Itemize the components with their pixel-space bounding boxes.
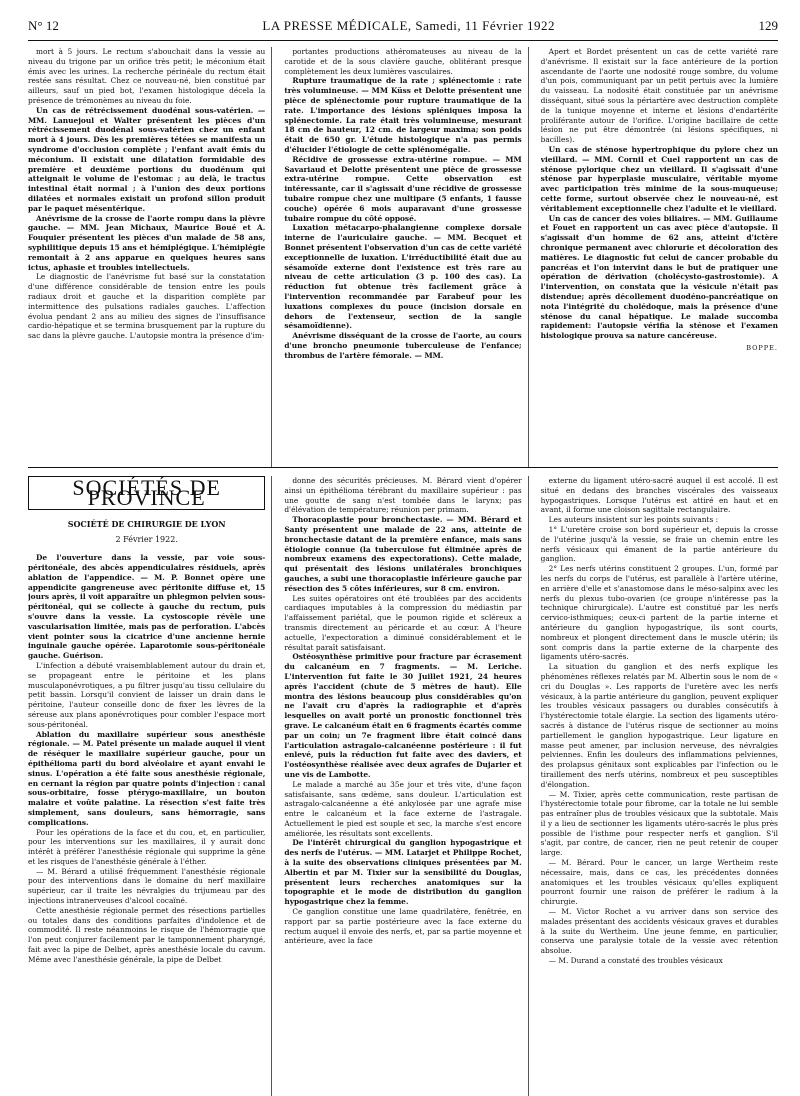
- article-heading-paragraph: Un cas de sténose hypertrophique du pylore chez un vieillard. — MM. Cornil et Cuel rapportent un cas de sténose pylorique chez un vieillard. Il s'agissait d'une sténose par hyperplasie musculaire, véritable myome avec participation très minime de la sous-muqueuse; cette forme, surtout observée chez le nouveau-né, est véritablement exceptionnelle chez l'adulte et le vieillard.: [540, 144, 778, 213]
- journal-title-date: LA PRESSE MÉDICALE, Samedi, 11 Février 1922: [262, 18, 555, 33]
- top-column-2: [284, 47, 528, 467]
- article-heading-paragraph: De l'intérêt chirurgical du ganglion hypogastrique et des nerfs de l'utérus. — MM. Latarjet et Philippe Rochet, à la suite des observations cliniques présentées par M. Albertin et par M. Tixier sur la sensibilité du Douglas, présentent leurs recherches anatomiques sur la topographie et le mode de distribution du ganglion hypogastrique chez la femme.: [284, 838, 522, 907]
- bottom-section: [28, 476, 778, 1096]
- bottom-column-3: [541, 476, 778, 1096]
- body-paragraph: — M. Victor Rochet a vu arriver dans son service des malades présentant des accidents vésicaux graves et durables à la suite du Wertheim. Une jeune femme, en particulier, conserva une paralysie totale de la vessie avec rétention absolue.: [540, 907, 778, 956]
- body-paragraph: — M. Tixier, après cette communication, reste partisan de l'hystérectomie totale pour fibrome, car la totale ne lui semble pas entraîner plus de troubles vésicaux que la subtotale. Mais il y a lieu de sectionner les ligaments utéro-sacrés le plus près possible de l'isthme pour respecter nerfs et ganglion. S'il s'agit, par contre, de cancer, rien ne peut retenir de couper large.: [540, 789, 778, 858]
- body-paragraph: Les auteurs insistent sur les points suivants :: [548, 515, 719, 525]
- section-header-box: [28, 476, 265, 510]
- page-number-left: N° 12: [28, 18, 59, 33]
- article-heading-paragraph: Un cas de rétrécissement duodénal sous-vatérien. — MM. Lanuejoul et Walter présentent les pièces d'un rétrécissement duodénal sous-vatérien chez un enfant mort à 4 jours. Dès les premières tétées se manifesta un syndrome d'occlusion complète ; l'enfant avait émis du méconium. Il existait une dilatation formidable des première et deuxième portions du duodénum qui atteignait le volume de l'estomac ; au delà, le tractus intestinal était normal ; à l'union des deux portions dilatées et normales existait un profond sillon produit par le paquet mésentérique.: [28, 105, 266, 213]
- body-paragraph: 1° L'uretère croise son bord supérieur et, depuis la crosse de l'utérine jusqu'à la vessie, se fraie un chemin entre les nerfs vésicaux qui émanent de la partie antérieure du ganglion.: [540, 524, 778, 564]
- article-heading-paragraph: Rupture traumatique de la rate ; splénectomie : rate très volumineuse. — MM Küss et Delotte présentent une pièce de splénectomie pour rupture traumatique de la rate. L'importance des lésions spléniques imposa la splénectomie. La rate était très volumineuse, mesurant 18 cm de hauteur, 12 cm. de largeur maxima; son poids était de 650 gr. L'étude histologique n'a pas permis d'élucider l'étiologie de cette splénomégalie.: [284, 76, 522, 154]
- body-paragraph: — M. Bérard a utilisé fréquemment l'anesthésie régionale pour des interventions dans le domaine du nerf maxillaire supérieur, car il traite les névralgies du trijumeau par des injections intranerveuses d'alcool cocaïné.: [28, 866, 266, 906]
- session-date: 2 Février 1922.: [115, 535, 178, 545]
- article-heading-paragraph: Anévrisme de la crosse de l'aorte rompu dans la plèvre gauche. — MM. Jean Michaux, Maurice Boué et A. Fouquier présentent les pièces d'un malade de 58 ans, syphilitique depuis 15 ans et hémiplégique. L'hémiplégie remontait à 2 ans apparue en quelques heures sans ictus, aphasie et troubles intellectuels.: [28, 213, 266, 272]
- article-heading-paragraph: Récidive de grossesse extra-utérine rompue. — MM Savariaud et Delotte présentent une pièce de grossesse extra-utérine rompue. Cette observation est intéressante, car il s'agissait d'une récidive de grossesse tubaire rompue chez une multipare (5 enfants, 1 fausse couche) opérée 6 mois auparavant d'une grossesse tubaire rompue du côté opposé.: [284, 154, 522, 223]
- article-heading-paragraph: Thoracoplastie pour bronchectasie. — MM. Bérard et Santy présentent une malade de 22 ans, atteinte de bronchectasie datant de la première enfance, mais sans étiologie connue (la tuberculose fut éliminée après de nombreux examens des expectorations). Cette malade, qui présentait des lésions unilatérales bronchiques gauches, a subi une thoracoplastie inférieure gauche par résection des 5 côtes inférieures, sur 8 cm. environ.: [284, 515, 522, 593]
- society-name: SOCIÉTÉ DE CHIRURGIE DE LYON: [67, 518, 226, 529]
- body-paragraph: Pour les opérations de la face et du cou, et, en particulier, pour les interventions sur les maxillaires, il y aurait donc intérêt à préférer l'anesthésie régionale qui supprime la gêne et les risques de l'anesthésie générale à l'éther.: [28, 827, 266, 866]
- body-paragraph: Cette anesthésie régionale permet des résections partielles ou totales dans des conditions parfaites d'indolence et de commodité. Il reste néanmoins le risque de l'hémorragie que l'on peut conjurer facilement par le tamponnement pharyngé, fait avec la pipe de Delbet, après anesthésie locale du cavum. Même avec l'anesthésie générale, la pipe de Delbet: [28, 905, 266, 964]
- body-paragraph: Le malade a marché au 35e jour et très vite, d'une façon satisfaisante, sans œdème, sans douleur. L'articulation est astragalo-calcanéenne a été ankylosée par une agrafe mise entre le calcanéum et la face externe de l'astragale. Actuellement le pied est souple et sec, la marche s'est encore améliorée, les résultats sont excellents.: [284, 779, 522, 838]
- top-column-1: [28, 47, 272, 467]
- article-heading-paragraph: Ablation du maxillaire supérieur sous anesthésie régionale. — M. Patel présente un malade auquel il vient de réséquer le maxillaire supérieur gauche, pour un épithélioma parti du bord alvéolaire et ayant envahi le sinus. L'opération a été faite sous anesthésie régionale, en cernant la région par quatre points d'injection : canal sous-orbitaire, fosse ptérygo-maxillaire, un bouton malaire et voûte palatine. La résection s'est faite très simplement, sans douleurs, sans hémorragie, sans complications.: [28, 729, 266, 827]
- body-paragraph: mort à 5 jours. Le rectum s'abouchait dans la vessie au niveau du trigone par un orifice très petit; le méconium était émis avec les urines. La recherche périnéale du rectum était restée sans résultat. Chez ce nouveau-né, bien constitué par ailleurs, sauf un pied bot, l'examen histologique décela la présence de trémonèmes au niveau du foie.: [28, 47, 266, 105]
- body-paragraph: externe du ligament utéro-sacré auquel il est accolé. Il est situé en dedans des branches viscérales des vaisseaux hypogastriques. Lorsque l'utérus est attiré en haut et en avant, il forme une cloison sagittale rectangulaire.: [540, 476, 778, 515]
- body-paragraph: L'infection a débuté vraisemblablement autour du drain et, se propageant entre le péritoine et les plans musculaponévrotiques, a pu filtrer jusqu'au tissu cellulaire du petit bassin. Lorsqu'il convient de laisser un drain dans le péritoine, l'auteur conseille donc de fixer les lèvres de la séreuse aux plans aponévrotiques pour combler l'espace mort sous-péritonéal.: [28, 660, 266, 729]
- page-number-right: 129: [758, 18, 778, 33]
- bottom-column-2: [284, 476, 528, 1096]
- signature: BOPPE.: [746, 343, 778, 352]
- body-paragraph: donne des sécurités précieuses. M. Bérard vient d'opérer ainsi un épithélioma térébrant du maxillaire supérieur : pas une goutte de sang n'est tombée dans le larynx; pas d'élévation de température; réunion per primam.: [284, 476, 522, 515]
- body-paragraph: 2° Les nerfs utérins constituent 2 groupes. L'un, formé par les nerfs du corps de l'utérus, est parallèle à l'artère utérine, en arrière d'elle et s'anastomose dans le méso-salpinx avec les nerfs du plexus tubo-ovarien (ce groupe n'intéresse pas la technique chirurgicale). L'autre est constitué par les nerfs cervico-isthmiques; ceux-ci partent de la partie interne et antérieure du ganglion hypogastrique, ils sont courts, nombreux et plongent directement dans le muscle utérin; ils sont compris dans la partie externe de la charpente des ligaments utéro-sacrés.: [540, 564, 778, 662]
- body-paragraph: Ce ganglion constitue une lame quadrilatère, fenêtrée, en rapport par sa partie postérieure avec la face externe du rectum auquel il envoie des nerfs, et, par sa partie moyenne et antérieure, avec la face: [284, 907, 522, 946]
- body-paragraph: — M. Durand a constaté des troubles vésicaux: [548, 956, 723, 966]
- article-heading-paragraph: De l'ouverture dans la vessie, par voie sous-péritonéale, des abcès appendiculaires résiduels, après ablation de l'appendice. — M. P. Bonnet opère une appendicite gangreneuse avec péritonite diffuse et, 15 jours après, il voit apparaître un phlegmon pelvien sous-péritonéal, qui se collecte à gauche du rectum, puis s'ouvre dans la vessie. La cystoscopie révèle une vascularisation limitée, mais pas de perforation. L'abcès vient pointer sous la cicatrice d'une ancienne hernie inguinale gauche opérée. Laparotomie sous-péritonéale gauche. Guérison.: [28, 553, 266, 661]
- section-title: SOCIÉTÉS DE PROVINCE: [72, 476, 221, 510]
- newspaper-page: [28, 18, 778, 1096]
- bottom-column-1: [28, 476, 272, 1096]
- body-paragraph: La situation du ganglion et des nerfs explique les phénomènes réflexes relatés par M. Albertin sous le nom de « cri du Douglas ». Les rapports de l'uretère avec les nerfs vésicaux, à la partie antérieure du ganglion, peuvent expliquer les troubles vésicaux passagers ou durables consécutifs à l'hystérectomie totale élargie. La section des ligaments utéro-sacrés à distance de l'utérus risque de sectionner au moins partiellement le ganglion hypogastrique. Leur ligature en masse peut amener, par inclusion nerveuse, des névralgies pelviennes. Enfin les douleurs des inflammations pelviennes, des prolapsus génitaux sont explicables par l'infection ou le tiraillement des nerfs utérins, nombreux et peu susceptibles d'élongation.: [540, 662, 778, 789]
- article-heading-paragraph: Anévrisme disséquant de la crosse de l'aorte, au cours d'une broncho pneumonie tuberculeuse de l'enfance; thrombus de l'artère fémorale. — MM.: [284, 331, 522, 360]
- top-column-3: [541, 47, 778, 467]
- page-header: [28, 18, 778, 41]
- body-paragraph: Les suites opératoires ont été troublées par des accidents cardiaques imputables à la compression du médiastin par l'affaissement pariétal, que le poumon rigide et scléreux a transmis directement au péricarde et au cœur. A l'heure actuelle, l'expectoration a diminué considérablement et le résultat paraît satisfaisant.: [284, 593, 522, 652]
- article-heading-paragraph: Un cas de cancer des voies biliaires. — MM. Guillaume et Fouet en rapportent un cas avec pièce d'autopsie. Il s'agissait d'un homme de 62 ans, atteint d'ictère chronique permanent avec chlorurie et décoloration des matières. Le diagnostic fut celui de cancer probable du pancréas et l'on intervint dans le but de pratiquer une opération de dérivation (cholécysto-gastrostomie). A l'intervention, on constata que la vésicule n'était pas distendue; après décollement duodéno-pancréatique on nota l'intégrité du cholédoque, mais la présence d'une sténose du canal hépatique. Le malade succomba rapidement: l'autopsie vérifia la sténose et l'examen histologique prouva sa nature cancéreuse.: [540, 213, 778, 341]
- body-paragraph: — M. Bérard. Pour le cancer, un large Wertheim reste nécessaire, mais, dans ce cas, les précédentes données anatomiques et les troubles vésicaux qu'elles expliquent pourront fournir une raison de préférer le radium à la chirurgie.: [540, 858, 778, 907]
- body-paragraph: Apert et Bordet présentent un cas de cette variété rare d'anévrisme. Il existait sur la face antérieure de la portion ascendante de l'aorte une nodosité rouge sombre, du volume d'un pois, communiquant par un petit pertuis avec la lumière du vaisseau. La nodosité était constituée par un anévrisme disséquant, situé sous la périartère avec destruction complète de la tunique moyenne et interne et lésions d'endartérite proliférante autour de l'orifice. L'origine bacillaire de cette lésion ne put être démontrée (ni lésions spécifiques, ni bacilles).: [540, 47, 778, 145]
- article-heading-paragraph: Ostéosynthèse primitive pour fracture par écrasement du calcanéum en 7 fragments. — M. Leriche. L'intervention fut faite le 30 Juillet 1921, 24 heures après l'accident (chute de 5 mètres de haut). Elle montra des lésions beaucoup plus considérables qu'on ne l'avait cru d'après la radiographie et d'après lesquelles on avait porté un pronostic fonctionnel très grave. Le calcanéum était en 6 fragments écartés comme par un coin; un 7e fragment libre était coincé dans l'articulation astragalo-calcanéenne postérieure : il fut enlevé, puis la réduction fut faite avec des daviers, et l'ostéosynthèse réalisée avec deux agrafes de Dujarier et une vis de Lambotte.: [284, 652, 522, 779]
- article-heading-paragraph: Luxation métacarpo-phalangienne complexe dorsale interne de l'auriculaire gauche. — MM. Becquet et Bonnet présentent l'observation d'un cas de cette variété exceptionnelle de luxation. L'irréductibilité était due au sésamoïde externe dont l'existence est très rare au niveau de cette articulation (3 p. 100 des cas). La réduction fut obtenue très facilement grâce à l'intervention recommandée par Farabeuf pour les luxations complexes du pouce (incision dorsale en dehors de l'extenseur, section de la sangle sésamoïdienne).: [284, 223, 522, 331]
- body-paragraph: portantes productions athéromateuses au niveau de la carotide et de la sous clavière gauche, oblitérant presque complètement les deux lumières vasculaires.: [284, 47, 522, 76]
- body-paragraph: Le diagnostic de l'anévrisme fut basé sur la constatation d'une différence considérable de tension entre les pouls radiaux droit et gauche et la disparition complète par intermittence des pulsations radiales gauches. L'affection évolua pendant 2 ans au milieu des signes de l'insuffisance cardio-hépatique et se termina brusquement par la rupture du sac dans la plèvre gauche. L'autopsie montra la présence d'im-: [28, 272, 266, 341]
- top-section: [28, 47, 778, 468]
